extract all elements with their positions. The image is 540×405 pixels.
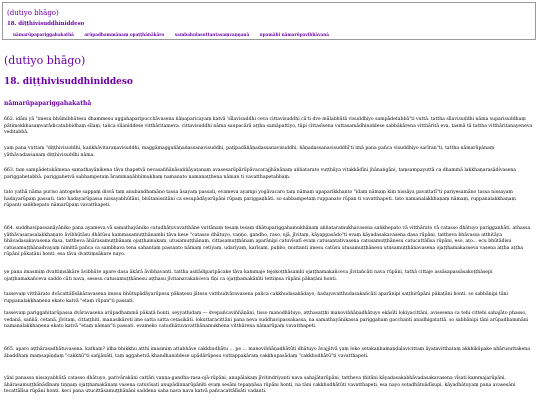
paragraph-664c: tassevaṃ vitthārato dvācattālīsākāravasena imesu bhūtupādāyarūpesu pākaṭesu jātesu vatthudvāravasena pañca cakkhudasakādayo, hadayavatthudasakañcāti aparānipi saṭṭhirūpāni pākaṭāni honti. so sabbānipi tāni ruppanalakkhaṇena ekato katvā "etaṃ rūpan"ti passati.: [4, 292, 508, 304]
header-title: (dutiyo bhāgo): [7, 9, 59, 17]
nav-link-arupa[interactable]: arūpadhammānaṃ opaṭṭhānākāro: [84, 32, 165, 37]
part-title: (dutiyo bhāgo): [4, 54, 86, 67]
nav-link-sambahula[interactable]: sambahulasuttantasaṃvaṇṇanā: [174, 32, 250, 37]
chapter-title: 18. diṭṭhivisuddhiniddeso: [4, 77, 133, 87]
paragraph-665: 665. aparo aṭṭhārasadhātuvasena. kathaṃ? idha bhikkhu atthi imasmiṃ attabhāve cakkhudhātu ... pe ... manoviññāṇadhātūti dhātuyo āvajjitvā yaṃ loko setakaṇhamaṇḍalavicittaṃ āyatavitthataṃ akkhikūpake nhārusuttakena ābaddhaṃ maṃsapiṇḍaṃ "cakkhū"ti sañjānāti, taṃ aggahetvā khandhaniddese upādārūpesu vuttappakāraṃ cakkhupasādaṃ "cakkhudhātū"ti vavatthapeti.: [4, 347, 531, 359]
paragraph-662b: yaṃ pana vuttaṃ "diṭṭhivisuddhi, kaṅkhāvitaraṇavisuddhi, maggāmaggañāṇadassanavisuddhi, paṭipadāñāṇadassanavisuddhi, ñāṇadassanavisuddhī'ti imā pana pañca visuddhiyo sarīran"ti, tattha nāmarūpānaṃ yāthāvadassanaṃ diṭṭhivisuddhi nāma.: [4, 146, 495, 158]
paragraph-663: 663. taṃ sampādetukāmena samathayānikena tāva ṭhapetvā nevasaññānāsaññāyatanaṃ avasesarūpārūpāvacarajjhānānaṃ aññatarato vuṭṭhāya vitakkādīni jhānaṅgāni, taṃsampayuttā ca dhammā lakkhaṇarasādivasena pariggahetabbā. pariggahetvā sabbampetaṃ ārammaṇābhimukhaṃ namanato namanaṭṭhena nāman ti vavatthapetabbaṃ.: [4, 168, 517, 180]
paragraph-662: 662. idāni yā "imesu bhūmibhūtesu dhammesu uggahaparipucchāvasena ñāṇaparicayaṃ katvā 'sīlavisuddhi ceva cittavisuddhi cā'ti dve mūlabhūtā visuddhiyo sampādetabbā"ti vuttā. tattha sīlavisuddhi nāma suparisuddhaṃ pātimokkhasaṃvarādicatubbidhaṃ sīlaṃ, tañca sīlaniddese vitthāritameva. cittavisuddhi nāma saupacārā aṭṭha samāpattiyo, tāpi cittasīsena vuttasamādhiniddese sabbākārena vitthāritā eva. tasmā tā tattha vitthāritanayeneva veditabbā.: [4, 117, 533, 135]
paragraph-663b: tato yathā nāma puriso antogehe sappaṃ disvā taṃ anubandhamāno tassa āsayaṃ passati, evameva ayampi yogāvacaro taṃ nāmaṃ upaparikkhanto "idaṃ nāmaṃ kiṃ nissāya pavattatī"ti pariyesamāno tassa nissayaṃ hadayarūpaṃ passati. tato hadayarūpassa nissayabhūtāni, bhūtanissitāni ca sesupādāyarūpāni rūpaṃ pariggaṇhāti. so sabbampetaṃ ruppanato rūpan ti vavatthapeti. tato namanalakkhaṇaṃ nāmaṃ, ruppanalakkhaṇaṃ rūpanti saṅkhepato nāmarūpaṃ vavatthapeti.: [4, 190, 516, 208]
header-box: [2, 2, 536, 40]
section-title: nāmarūpapariggahakathā: [4, 100, 92, 107]
paragraph-664b: ye pana imasmiṃ dvattiṃsākāre āvibhūte apare dasa ākārā āvibhavanti. tattha asitādiparipācake tāva kammaje tejokoṭṭhāsamhi ojaṭṭhamakañceva jīvitañcāti nava rūpāni, tathā cittaje assāsapassāsakoṭṭhāsepi ojaṭṭhamakañceva saddo cāti nava, sesesu catusamuṭṭhānesu aṭṭhasu jīvitanavakañceva tīṇi ca ojaṭṭhamakānīti tettiṃsa rūpāni pākaṭāni honti.: [4, 270, 493, 282]
paragraph-664: 664. suddhavipassanāyāniko pana ayameva vā samathayāniko catudhātuvavatthāne vuttānaṃ tesaṃ tesaṃ dhātupariggahamukhānaṃ aññataramukhavasena saṅkhepato vā vitthārato vā catasso dhātuyo pariggaṇhāti. athassa yāthāvasarasalakkhaṇato āvibhūtāsu dhātūsu kammasamuṭṭhānamhi tāva kese "catasso dhātuyo, vaṇṇo, gandho, raso, ojā, jīvitaṃ, kāyappasādo"ti evaṃ kāyadasakavasena dasa rūpāni, tattheva bhāvassa atthitāya bhāvadasakavasena dasa, tattheva āhārasamuṭṭhānaṃ ojaṭṭhamakaṃ, utusamuṭṭhānaṃ, cittasamuṭṭhānaṃ aparānipi catuvīsatī evaṃ catusantativasena catusamuṭṭhānesu catucattālīsa rūpāni, eso, aṭo... ecu bhūtādisu catusamuṭṭhānadvayaṃ nimittā pañca ca sambhava tena sahantaṃ passanto nāmaṃ cetiyaṃ, udariyaṃ, karīsaṃ, pubbo, muttanti imesu catūsu utusamuṭṭhānesu utusamuṭṭhānavasena ojaṭṭhamakasseva vasena aṭṭha aṭṭha rūpāni pākaṭāni honti. esa tāva dvattiṃsākare nayo.: [4, 226, 531, 257]
paragraph-665b: yāni panassa nissayabhūtā catasso dhātuyo, parivārakāni cattāri vaṇṇa-gandha-rasa-ojā-rūpāni, anupālakaṃ jīvitindriyanti nava sahajātarūpāni, tattheva ṭhitāni kāyadasakabhāvadasakavasena vīsati kammajarūpāni, āhārasamuṭṭhānādīnaṃ tiṇṇaṃ ojaṭṭhamakānaṃ vasena catuvīsati anupādinnarūpānīti evaṃ sesāni tepaṇṇāsa rūpāni honti, na tāni cakkhudhātūti vavatthapeti. esa nayo sotadhātuādīsupi. kāyadhātuyaṃ pana avasesāni tecattālīsa rūpāni honti. keci pana utucittāsamuṭṭhānāni saddena saha nava nava katvā pañcacattālīsāti vadanti.: [4, 376, 516, 394]
header-subtitle: 18. diṭṭhivisuddhiniddeso: [7, 21, 85, 27]
section-nav: [13, 32, 338, 37]
paragraph-664d: tassevaṃ pariggahitarūpassa dvāravasena arūpadhammā pākaṭā honti. seyyathidaṃ — dvepañcaviññāṇāni, tisso manodhātuyo, aṭṭhasaṭṭhi manoviññāṇadhātuyo ekāsīti lokiyacittāni, avisesena ca tehi cittehi sahajāto phasso, vedanā, saññā, cetanā, jīvitaṃ, cittaṭṭhiti, manasikāroti ime satta satta cetasikāti. lokuttaracittāni pana neva suddhavipassakassa, na samathayānikassa pariggahaṃ gacchanti anadhigatattā. so sabbānipi tāni arūpadhammāni namanalakkhaṇena ekato katvā "etaṃ nāman"ti passati. evameko catudhātuvavatthānamukhena vitthārena nāmarūpaṃ vavatthapeti.: [4, 311, 529, 329]
nav-link-upama[interactable]: upamāhi nāmarūpavibhāvanā: [259, 32, 329, 37]
nav-link-nāmarūpa[interactable]: nāmarūpapariggahakathā: [13, 32, 74, 37]
